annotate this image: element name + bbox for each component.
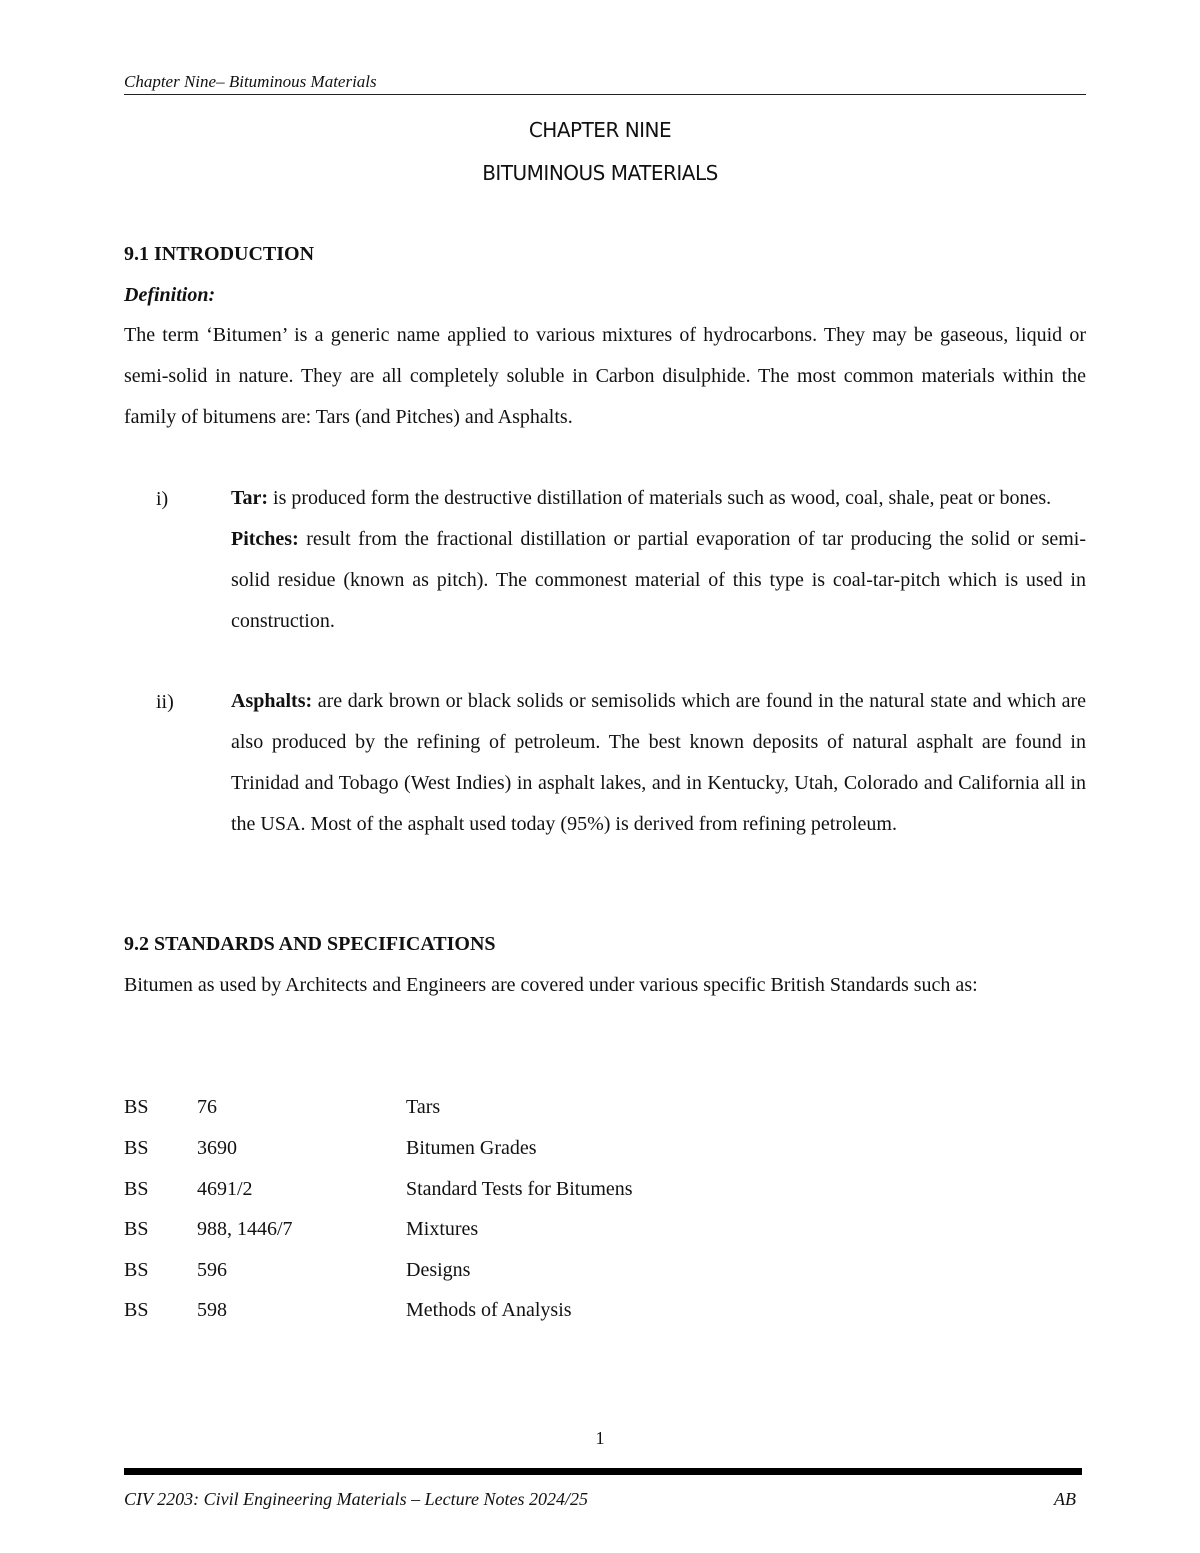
- footer-initials: AB: [1054, 1489, 1076, 1509]
- standards-paragraph: Bitumen as used by Architects and Engineers are covered under various specific British Standards such as:: [124, 974, 978, 996]
- standard-row: [124, 1178, 1086, 1219]
- standard-title: Bitumen Grades: [406, 1137, 537, 1159]
- list-label-ii: ii): [156, 691, 174, 713]
- footer-course: CIV 2203: Civil Engineering Materials – Lecture Notes 2024/25: [124, 1489, 588, 1509]
- standard-number: 598: [197, 1299, 227, 1321]
- standard-number: 76: [197, 1096, 217, 1118]
- standard-title: Designs: [406, 1259, 471, 1281]
- standard-number: 4691/2: [197, 1178, 253, 1200]
- standard-title: Standard Tests for Bitumens: [406, 1178, 633, 1200]
- chapter-number-title: CHAPTER NINE: [528, 118, 672, 142]
- running-header: Chapter Nine– Bituminous Materials: [124, 72, 1086, 95]
- standard-row: [124, 1259, 1086, 1300]
- standard-prefix: BS: [124, 1218, 149, 1240]
- term-pitches: Pitches:: [231, 528, 299, 550]
- standard-row: [124, 1218, 1086, 1259]
- standard-row: [124, 1299, 1086, 1340]
- standard-title: Mixtures: [406, 1218, 479, 1240]
- section-heading-standards: 9.2 STANDARDS AND SPECIFICATIONS: [124, 933, 496, 955]
- definition-paragraph: The term ‘Bitumen’ is a generic name applied to various mixtures of hydrocarbons. They may be gaseous, liquid or semi-solid in nature. They are all completely soluble in Carbon disulphide. The most common materials within the family of bitumens are: Tars (and Pitches) and Asphalts.: [124, 324, 1086, 428]
- tar-definition: is produced form the destructive distillation of materials such as wood, coal, shale, peat or bones.: [268, 487, 1052, 509]
- footer-rule: [124, 1468, 1082, 1475]
- standard-row: [124, 1096, 1086, 1137]
- standard-number: 988, 1446/7: [197, 1218, 293, 1240]
- standard-prefix: BS: [124, 1259, 149, 1281]
- list-item-asphalts: [231, 681, 1086, 845]
- term-tar: Tar:: [231, 487, 269, 509]
- list-item-tar: [231, 478, 1086, 642]
- standard-row: [124, 1137, 1086, 1178]
- standard-title: Methods of Analysis: [406, 1299, 572, 1321]
- standard-number: 596: [197, 1259, 227, 1281]
- page-number: 1: [595, 1428, 605, 1448]
- chapter-subject-title: BITUMINOUS MATERIALS: [482, 161, 718, 185]
- pitches-definition: result from the fractional distillation or partial evaporation of tar producing the solid or semi-solid residue (known as pitch). The commonest material of this type is coal-tar-pitch which is used in construction.: [231, 528, 1086, 632]
- standard-prefix: BS: [124, 1137, 149, 1159]
- term-asphalts: Asphalts:: [231, 690, 313, 712]
- standard-prefix: BS: [124, 1299, 149, 1321]
- standard-number: 3690: [197, 1137, 237, 1159]
- definition-subheading: Definition:: [124, 284, 216, 306]
- standard-prefix: BS: [124, 1096, 149, 1118]
- standard-title: Tars: [406, 1096, 441, 1118]
- list-label-i: i): [156, 488, 169, 510]
- standard-prefix: BS: [124, 1178, 149, 1200]
- section-heading-introduction: 9.1 INTRODUCTION: [124, 243, 315, 265]
- asphalts-definition: are dark brown or black solids or semisolids which are found in the natural state and which are also produced by the refining of petroleum. The best known deposits of natural asphalt are found in Trinidad and Tobago (West Indies) in asphalt lakes, and in Kentucky, Utah, Colorado and California all in the USA. Most of the asphalt used today (95%) is derived from refining petroleum.: [231, 690, 1086, 835]
